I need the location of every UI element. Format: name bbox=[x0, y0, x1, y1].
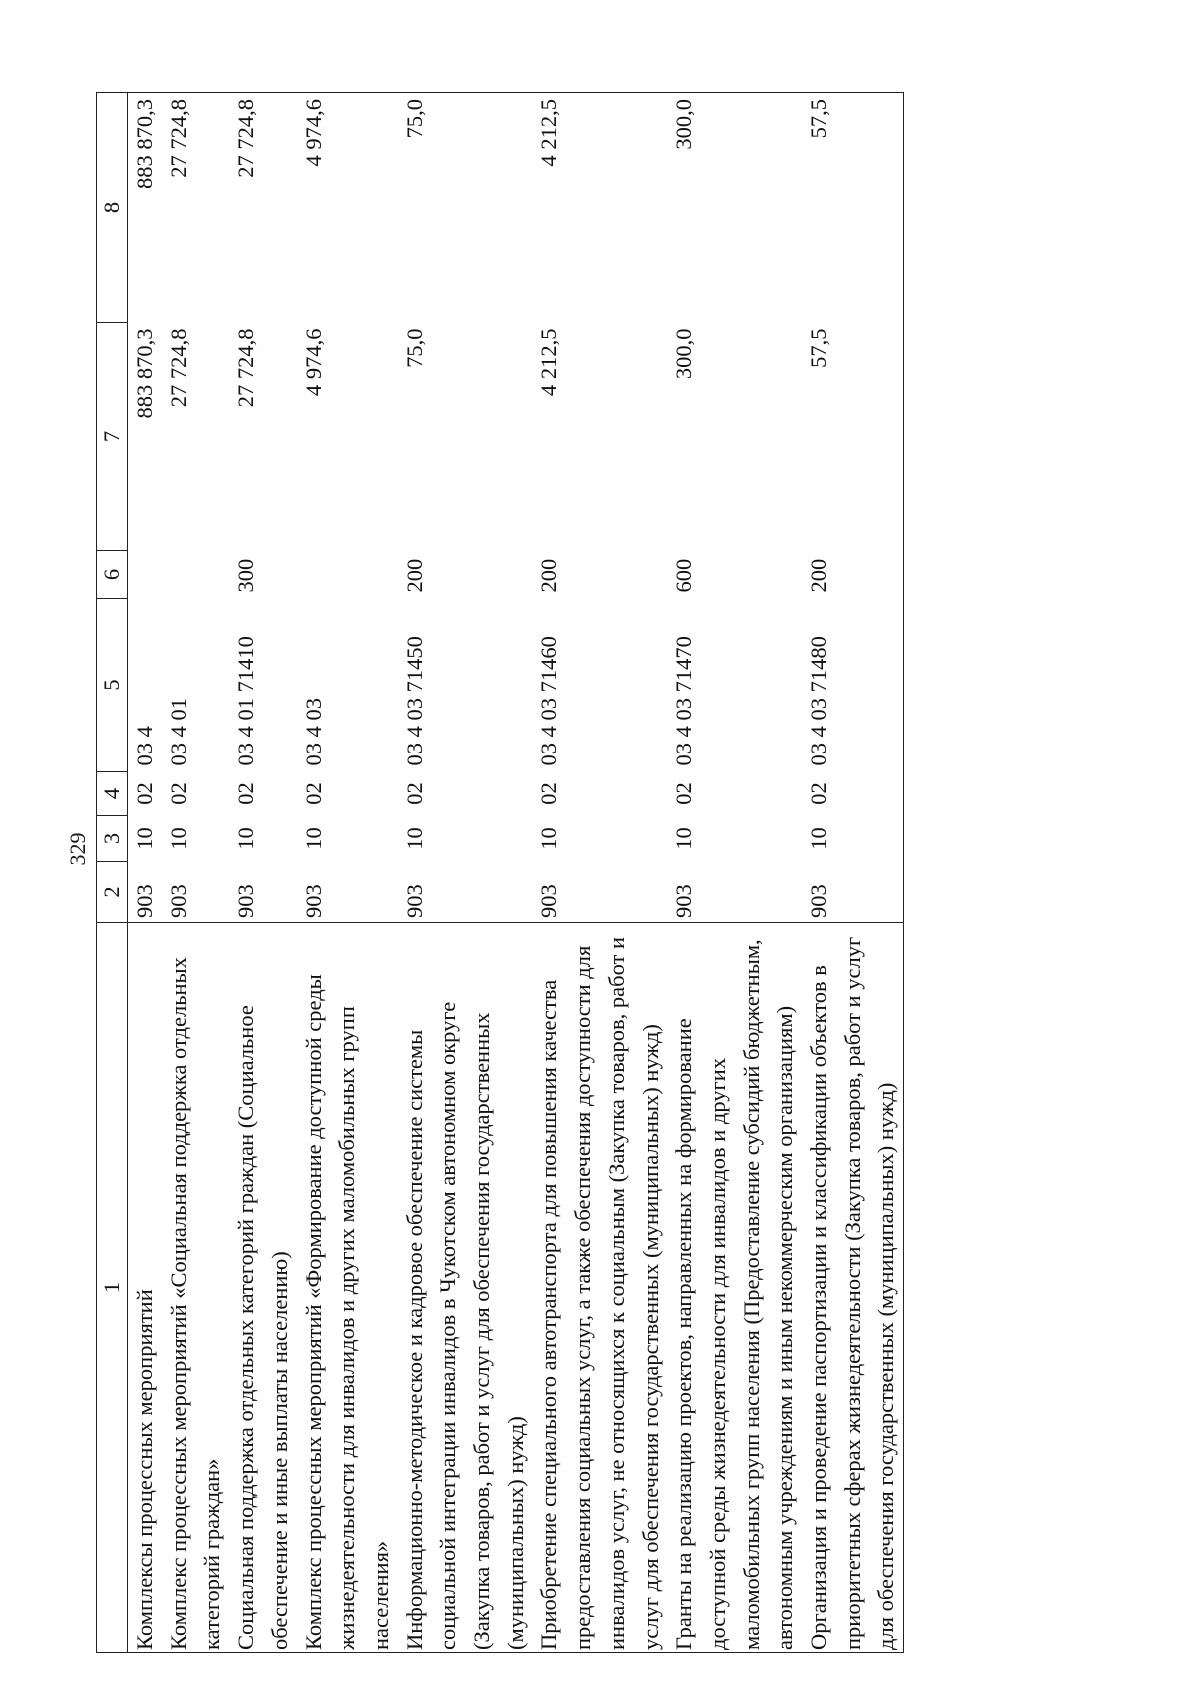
cell-amount-7: 57,5 bbox=[802, 323, 904, 551]
cell-admin-code: 903 bbox=[536, 884, 562, 918]
page-number: 329 bbox=[65, 832, 90, 866]
cell-section: 10 bbox=[132, 827, 157, 850]
cell-admin-code: 903 bbox=[233, 884, 259, 918]
cell-amount-8: 57,5 bbox=[802, 93, 904, 323]
cell-expense-type bbox=[297, 551, 398, 599]
cell-section: 10 bbox=[300, 827, 326, 850]
cell-subsection: 02 bbox=[165, 782, 191, 805]
cell-expense-type: 300 bbox=[233, 558, 259, 593]
table-row bbox=[297, 93, 398, 1653]
cell-amount-7: 4 212,5 bbox=[536, 328, 562, 396]
table-row bbox=[532, 93, 667, 1653]
table-row bbox=[667, 93, 802, 1653]
cell-target-article: 03 4 01 bbox=[165, 698, 191, 766]
cell-subsection: 02 bbox=[132, 782, 157, 805]
column-header-3: 3 bbox=[97, 816, 128, 862]
cell-admin-code: 903 bbox=[802, 862, 904, 923]
cell-target-article: 03 4 bbox=[132, 726, 157, 766]
cell-target-article: 03 4 03 71450 bbox=[401, 636, 427, 766]
row-name: Приобретение специального автотранспорта для повышения качества предоставления социальных услуг, а также обеспечения доступности для инвалидов услуг, не относящихся к социальным (Закупка товаров, работ и услуг для обеспечения государственных (муниципальных) нужд) bbox=[532, 923, 667, 1653]
cell-amount-8: 75,0 bbox=[398, 93, 533, 323]
cell-amount-7: 300,0 bbox=[671, 328, 697, 380]
cell-target-article: 03 4 03 71470 bbox=[671, 636, 697, 766]
cell-section: 10 bbox=[401, 827, 427, 850]
cell-amount-8: 27 724,8 bbox=[162, 93, 229, 323]
column-header-1: 1 bbox=[97, 923, 128, 1653]
cell-target-article: 03 4 03 71480 bbox=[802, 599, 904, 772]
row-name: Комплекс процессных мероприятий «Социальная поддержка отдельных категорий граждан» bbox=[162, 923, 229, 1653]
cell-amount-8: 4 974,6 bbox=[297, 93, 398, 323]
cell-target-article: 03 4 01 71410 bbox=[233, 636, 259, 766]
row-name: Информационно-методическое и кадровое обеспечение системы социальной интеграции инвалидов в Чукотском автономном округе (Закупка товаров, работ и услуг для обеспечения государственных (муниципальных) нужд) bbox=[398, 923, 533, 1653]
cell-expense-type: 200 bbox=[536, 558, 562, 593]
cell-amount-8: 300,0 bbox=[667, 93, 802, 323]
cell-expense-type: 200 bbox=[401, 558, 427, 593]
cell-admin-code: 903 bbox=[132, 884, 157, 918]
row-name: Социальная поддержка отдельных категорий граждан (Социальное обеспечение и иные выплаты населению) bbox=[229, 923, 296, 1653]
cell-amount-7: 75,0 bbox=[401, 328, 427, 368]
cell-amount-7: 4 974,6 bbox=[300, 328, 326, 396]
column-header-7: 7 bbox=[97, 323, 128, 551]
table-row bbox=[229, 93, 296, 1653]
cell-target-article: 03 4 03 71460 bbox=[536, 636, 562, 766]
cell-subsection: 02 bbox=[233, 782, 259, 805]
table-body bbox=[128, 93, 904, 1653]
cell-section: 10 bbox=[671, 827, 697, 850]
cell-amount-7: 883 870,3 bbox=[132, 328, 157, 419]
table-row bbox=[162, 93, 229, 1653]
cell-amount-7: 27 724,8 bbox=[165, 328, 191, 408]
column-header-6: 6 bbox=[97, 551, 128, 599]
budget-table bbox=[96, 92, 904, 1653]
cell-amount-8: 883 870,3 bbox=[128, 93, 162, 323]
header-row bbox=[97, 93, 128, 1653]
cell-expense-type bbox=[128, 551, 162, 599]
cell-subsection: 02 bbox=[802, 772, 904, 816]
row-name: Комплекс процессных мероприятий «Формирование доступной среды жизнедеятельности для инвалидов и других маломобильных групп населения» bbox=[297, 923, 398, 1653]
cell-amount-7: 27 724,8 bbox=[233, 328, 259, 408]
cell-section: 10 bbox=[536, 827, 562, 850]
cell-subsection: 02 bbox=[401, 782, 427, 805]
column-header-5: 5 bbox=[97, 599, 128, 772]
column-header-4: 4 bbox=[97, 772, 128, 816]
cell-expense-type bbox=[162, 551, 229, 599]
cell-subsection: 02 bbox=[300, 782, 326, 805]
table-row bbox=[398, 93, 533, 1653]
table-row bbox=[128, 93, 162, 1653]
cell-target-article: 03 4 03 bbox=[300, 698, 326, 766]
cell-admin-code: 903 bbox=[300, 884, 326, 918]
cell-admin-code: 903 bbox=[671, 884, 697, 918]
cell-admin-code: 903 bbox=[401, 884, 427, 918]
cell-expense-type: 200 bbox=[802, 551, 904, 599]
column-header-2: 2 bbox=[97, 862, 128, 923]
table-row bbox=[802, 93, 904, 1653]
row-name: Гранты на реализацию проектов, направленных на формирование доступной среды жизнедеятельности для инвалидов и других маломобильных групп населения (Предоставление субсидий бюджетным, автономным учреждениям и иным некоммерческим организациям) bbox=[667, 923, 802, 1653]
column-header-8: 8 bbox=[97, 93, 128, 323]
cell-expense-type: 600 bbox=[671, 558, 697, 593]
cell-admin-code: 903 bbox=[165, 884, 191, 918]
cell-amount-8: 4 212,5 bbox=[532, 93, 667, 323]
cell-subsection: 02 bbox=[536, 782, 562, 805]
cell-section: 10 bbox=[802, 816, 904, 862]
row-name: Организация и проведение паспортизации и классификации объектов в приоритетных сферах жизнедеятельности (Закупка товаров, работ и услуг для обеспечения государственных (муниципальных) нужд) bbox=[802, 923, 904, 1653]
cell-subsection: 02 bbox=[671, 782, 697, 805]
cell-section: 10 bbox=[165, 827, 191, 850]
cell-section: 10 bbox=[233, 827, 259, 850]
row-name: Комплексы процессных мероприятий bbox=[128, 923, 162, 1653]
table-header bbox=[97, 93, 128, 1653]
cell-amount-8: 27 724,8 bbox=[229, 93, 296, 323]
